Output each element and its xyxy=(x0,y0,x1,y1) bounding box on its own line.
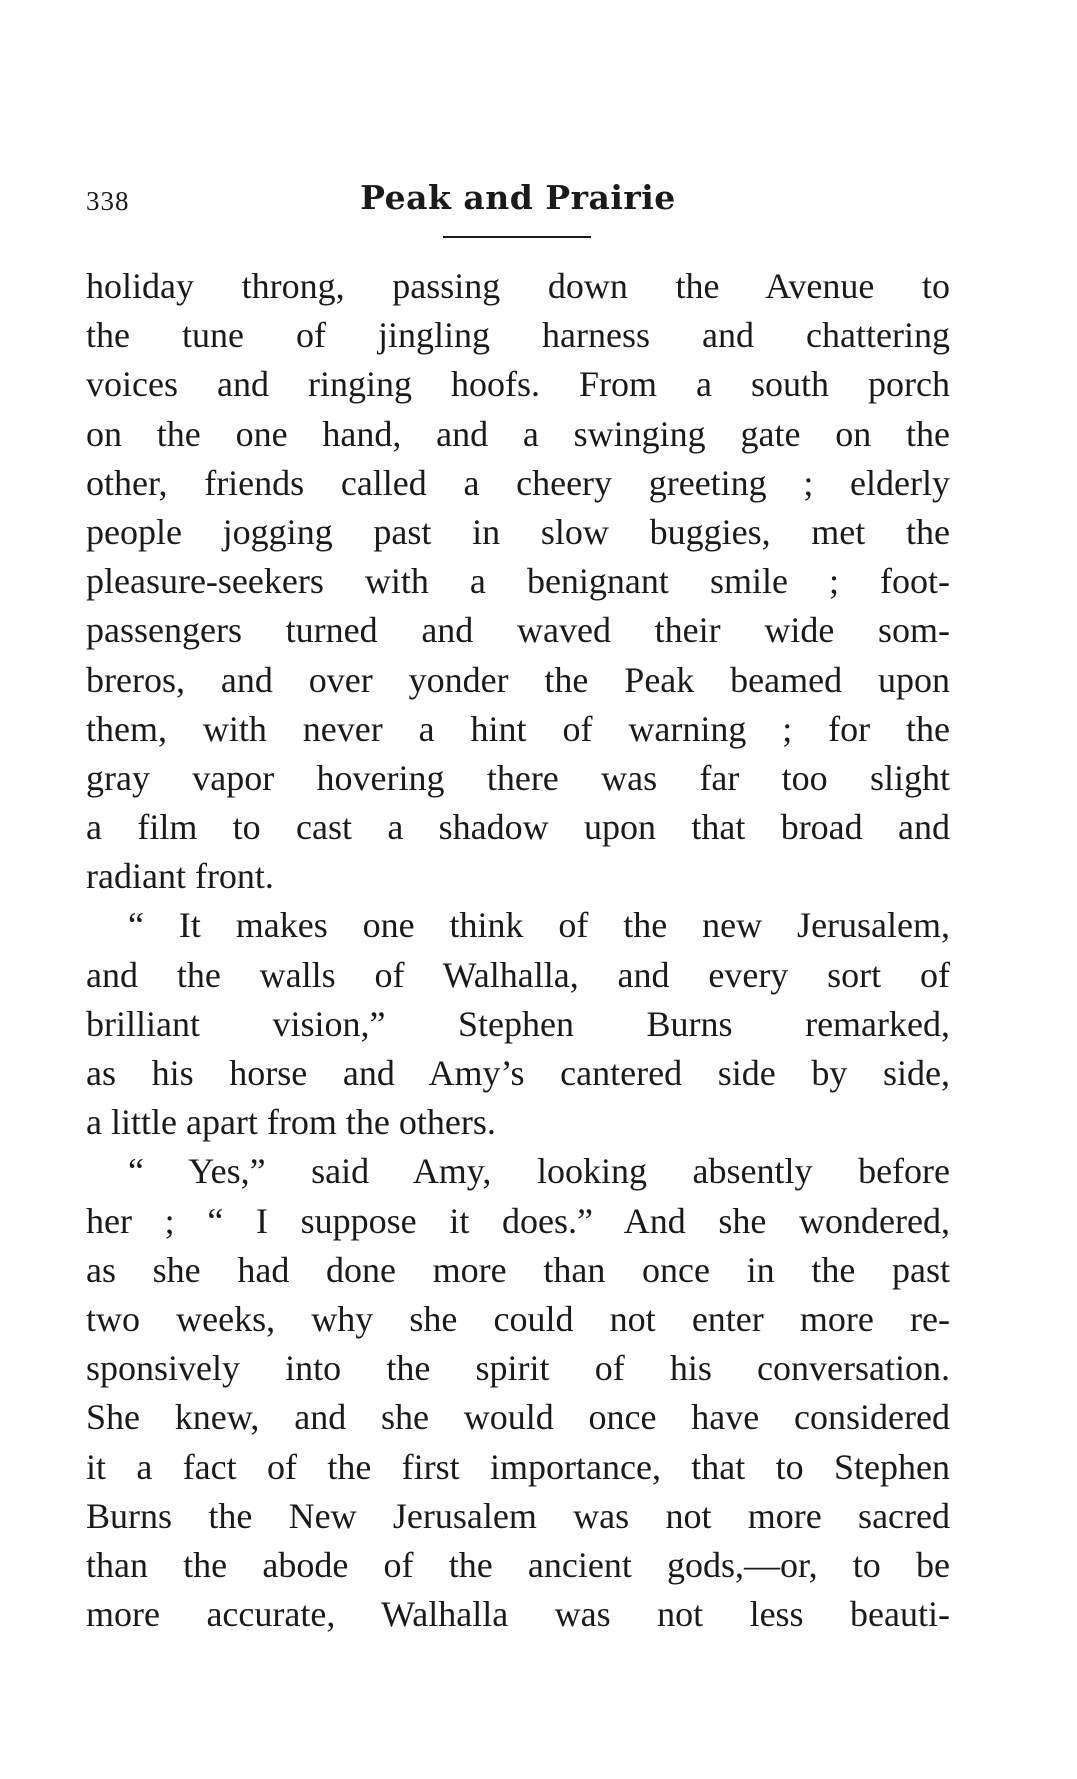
text-line: and the walls of Walhalla, and every sort of xyxy=(86,954,950,995)
page-number: 338 xyxy=(86,186,130,216)
text-line: “ Yes,” said Amy, looking absently before xyxy=(128,1151,950,1192)
page-header xyxy=(86,178,950,228)
text-line: She knew, and she would once have considered xyxy=(86,1397,950,1438)
text-line: “ It makes one think of the new Jerusalem, xyxy=(128,905,950,946)
text-line: radiant front. xyxy=(86,856,274,897)
text-line: the tune of jingling harness and chattering xyxy=(86,315,950,356)
text-line: sponsively into the spirit of his conversation. xyxy=(86,1348,950,1389)
text-line: on the one hand, and a swinging gate on the xyxy=(86,413,950,454)
text-line: than the abode of the ancient gods,—or, to be xyxy=(86,1544,950,1585)
text-line: people jogging past in slow buggies, met the xyxy=(86,511,950,552)
text-line: passengers turned and waved their wide som- xyxy=(86,610,950,651)
text-line: a little apart from the others. xyxy=(86,1102,496,1143)
running-title: Peak and Prairie xyxy=(360,178,676,217)
body-text xyxy=(86,262,950,1639)
text-line: gray vapor hovering there was far too slight xyxy=(86,757,950,798)
text-line: a film to cast a shadow upon that broad and xyxy=(86,807,950,848)
text-line: breros, and over yonder the Peak beamed upon xyxy=(86,659,950,700)
text-line: other, friends called a cheery greeting ; elderly xyxy=(86,462,950,503)
text-line: more accurate, Walhalla was not less beauti- xyxy=(86,1594,950,1635)
text-line: as his horse and Amy’s cantered side by side, xyxy=(86,1053,950,1093)
text-line: holiday throng, passing down the Avenue to xyxy=(86,266,950,306)
text-line: as she had done more than once in the past xyxy=(86,1249,950,1290)
text-line: them, with never a hint of warning ; for the xyxy=(86,708,950,749)
text-line: two weeks, why she could not enter more re- xyxy=(86,1298,950,1339)
text-line: Burns the New Jerusalem was not more sacred xyxy=(86,1495,950,1536)
header-rule xyxy=(443,236,591,238)
text-line: voices and ringing hoofs. From a south porch xyxy=(86,364,950,405)
text-line: her ; “ I suppose it does.” And she wondered, xyxy=(86,1200,950,1241)
text-line: pleasure-seekers with a benignant smile ; foot- xyxy=(86,561,950,602)
text-line: brilliant vision,” Stephen Burns remarked, xyxy=(86,1003,950,1044)
text-line: it a fact of the first importance, that to Stephen xyxy=(86,1446,950,1487)
